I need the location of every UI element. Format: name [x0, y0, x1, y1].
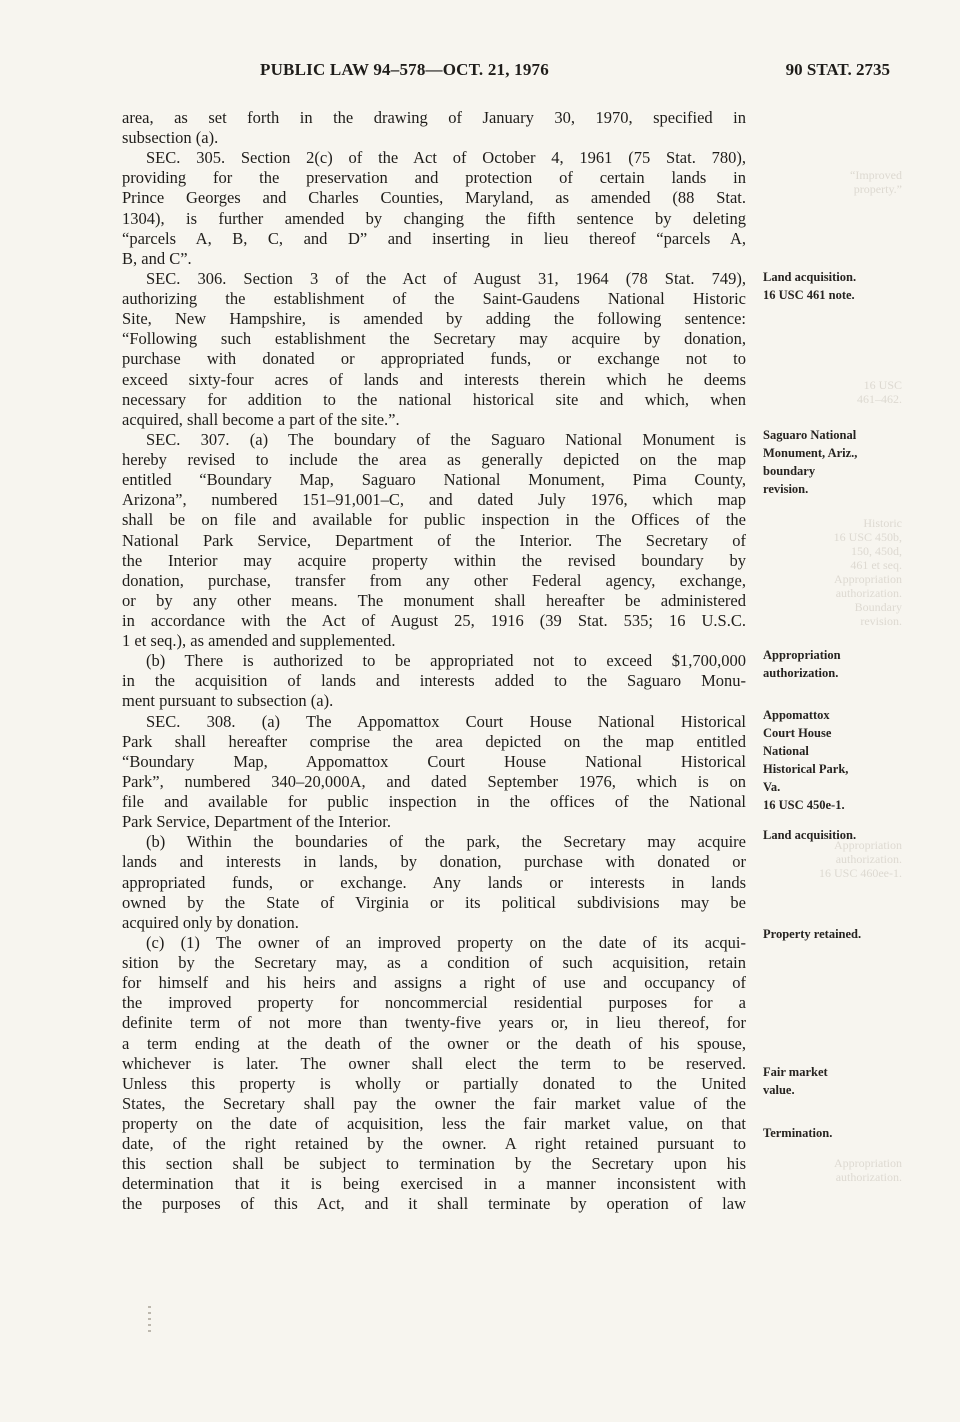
body-text-line: Arizona”, numbered 151–91,001–C, and dated July 1976, which map [122, 490, 746, 510]
body-text-line: (b) There is authorized to be appropriated not to exceed $1,700,000 [146, 651, 746, 671]
body-text-line: Park”, numbered 340–20,000A, and dated September 1976, which is on [122, 771, 746, 791]
body-text-line: subsection (a). [122, 128, 219, 148]
margin-note-line: revision. [763, 482, 809, 496]
margin-note-line: Court House [763, 726, 832, 740]
body-text-line: definite term of not more than twenty-five years or, in lieu thereof, for [122, 1013, 746, 1033]
margin-note-line: Historical Park, [763, 762, 849, 776]
margin-note-line: Appropriation [763, 648, 841, 662]
body-text-line: ment pursuant to subsection (a). [122, 691, 334, 711]
body-text-line: shall be on file and available for public inspection in the Offices of the [122, 510, 746, 530]
body-text-line: owned by the State of Virginia or its political subdivisions may be [122, 892, 746, 912]
body-text-line: date, of the right retained by the owner. A right retained pursuant to [122, 1134, 746, 1154]
margin-note-line: Property retained. [763, 927, 862, 941]
body-text-line: 1304), is further amended by changing the fifth sentence by deleting [122, 208, 746, 228]
body-text-line: (b) Within the boundaries of the park, the Secretary may acquire [146, 832, 746, 852]
body-text-line: SEC. 307. (a) The boundary of the Saguaro National Monument is [146, 429, 746, 449]
margin-note-line: authorization. [763, 666, 839, 680]
body-text-line: the Interior may acquire property within the revised boundary by [122, 550, 746, 570]
margin-note-line: boundary [763, 464, 816, 478]
body-text-line: Prince Georges and Charles Counties, Maryland, as amended (88 Stat. [122, 188, 746, 208]
scan-smudge [148, 1306, 151, 1334]
margin-note-line: 16 USC 461 note. [763, 288, 855, 302]
margin-note-line: Termination. [763, 1126, 833, 1140]
body-text-line: 1 et seq.), as amended and supplemented. [122, 631, 396, 651]
bleed-through-text: 16 USC 461–462. [857, 378, 902, 406]
margin-note [763, 1124, 943, 1142]
margin-note [763, 426, 943, 498]
margin-note-line: Appomattox [763, 708, 830, 722]
margin-note-line: value. [763, 1083, 795, 1097]
bleed-through-text: “Improved property.” [850, 168, 902, 196]
body-text-line: appropriated funds, or exchange. Any lands or interests in lands [122, 872, 746, 892]
running-head [120, 60, 890, 82]
body-text-line: Unless this property is wholly or partially donated to the United [122, 1073, 746, 1093]
margin-note [763, 646, 943, 682]
body-text-line: entitled “Boundary Map, Saguaro National Monument, Pima County, [122, 470, 746, 490]
body-text-line: in the acquisition of lands and interests added to the Saguaro Monu- [122, 671, 746, 691]
body-text-line: sition by the Secretary may, as a condition of such acquisition, retain [122, 953, 746, 973]
margin-note [763, 925, 943, 943]
body-text-line: B, and C”. [122, 248, 192, 268]
body-text-line: providing for the preservation and protection of certain lands in [122, 168, 746, 188]
margin-note [763, 1063, 943, 1099]
margin-note-line: 16 USC 450e-1. [763, 798, 845, 812]
body-text-line: the improved property for noncommercial residential purposes for a [122, 993, 746, 1013]
margin-note-line: Land acquisition. [763, 270, 857, 284]
body-text-line: property on the date of acquisition, less the fair market value, on that [122, 1114, 746, 1133]
body-text-line: “Boundary Map, Appomattox Court House National Historical [122, 751, 746, 771]
bleed-through-text: Historic 16 USC 450b, 150, 450d, 461 et seq. Appropriation authorization. Boundary revision. [833, 516, 902, 628]
bleed-through-text: Appropriation authorization. [834, 1156, 902, 1184]
margin-note-line: Land acquisition. [763, 828, 857, 842]
body-text-line: for himself and his heirs and assigns a right of use and occupancy of [122, 973, 746, 993]
body-text-line: necessary for addition to the national historical site and which, when [122, 389, 746, 409]
body-text-line: whichever is later. The owner shall elect the term to be reserved. [122, 1053, 746, 1073]
body-text-line: Park Service, Department of the Interior. [122, 812, 391, 832]
body-text-line: SEC. 306. Section 3 of the Act of August 31, 1964 (78 Stat. 749), [146, 268, 746, 288]
body-text-line: National Park Service, Department of the Interior. The Secretary of [122, 530, 746, 550]
body-text-line: “Following such establishment the Secretary may acquire by donation, [122, 329, 746, 349]
body-text-line: purchase with donated or appropriated funds, or exchange not to [122, 349, 746, 369]
body-text-line: donation, purchase, transfer from any other Federal agency, exchange, [122, 570, 746, 590]
body-text-line: Park shall hereafter comprise the area depicted on the map entitled [122, 731, 746, 751]
body-text-line: in accordance with the Act of August 25, 1916 (39 Stat. 535; 16 U.S.C. [122, 611, 746, 630]
margin-note [763, 706, 943, 814]
body-text-line: or by any other means. The monument shall hereafter be administered [122, 590, 746, 610]
body-text-line: lands and interests in lands, by donation, purchase with donated or [122, 852, 746, 872]
body-text-line: (c) (1) The owner of an improved property on the date of its acqui- [146, 932, 746, 952]
margin-note-line: Saguaro National [763, 428, 857, 442]
body-text-line: SEC. 308. (a) The Appomattox Court House National Historical [146, 711, 746, 731]
bleed-through-text: Appropriation authorization. 16 USC 460ee-1. [819, 838, 902, 880]
stat-page-number: 90 STAT. 2735 [785, 60, 890, 79]
margin-note [763, 268, 943, 304]
body-text-line: exceed sixty-four acres of lands and interests therein which he deems [122, 369, 746, 389]
margin-note-line: National [763, 744, 809, 758]
body-text-line: a term ending at the death of the owner or the death of his spouse, [122, 1033, 746, 1053]
body-text-line: the purposes of this Act, and it shall terminate by operation of law [122, 1194, 746, 1214]
body-text-line: hereby revised to include the area as generally depicted on the map [122, 450, 746, 470]
body-text-line: “parcels A, B, C, and D” and inserting in lieu thereof “parcels A, [122, 228, 746, 248]
margin-note-line: Fair market [763, 1065, 828, 1079]
body-text-line: area, as set forth in the drawing of January 30, 1970, specified in [122, 108, 746, 127]
body-text-line: authorizing the establishment of the Saint-Gaudens National Historic [122, 289, 746, 309]
margin-note-line: Monument, Ariz., [763, 446, 858, 460]
body-text-line: acquired only by donation. [122, 912, 299, 932]
body-text-line: this section shall be subject to termination by the Secretary upon his [122, 1154, 746, 1174]
margin-note-line: Va. [763, 780, 781, 794]
body-text-line: Site, New Hampshire, is amended by adding the following sentence: [122, 309, 746, 329]
body-text-line: determination that it is being exercised in a manner inconsistent with [122, 1174, 746, 1194]
body-text-line: file and available for public inspection in the offices of the National [122, 792, 746, 812]
body-text-line: SEC. 305. Section 2(c) of the Act of October 4, 1961 (75 Stat. 780), [146, 148, 746, 168]
law-title: PUBLIC LAW 94–578—OCT. 21, 1976 [260, 60, 549, 79]
body-text-line: States, the Secretary shall pay the owner the fair market value of the [122, 1093, 746, 1113]
body-text-line: acquired, shall become a part of the site.”. [122, 409, 400, 429]
